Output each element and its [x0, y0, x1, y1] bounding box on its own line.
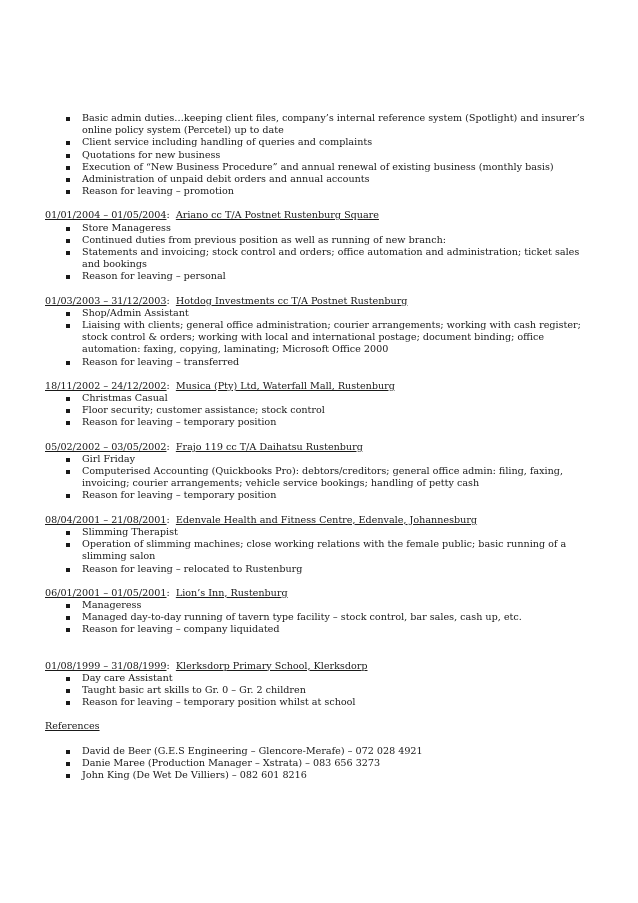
list-item: Store Manageress — [45, 223, 598, 235]
job-dates: 08/04/2001 – 21/08/2001 — [45, 514, 167, 526]
job-employer: Lion’s Inn, Rustenburg — [175, 587, 288, 599]
job-employer: Ariano cc T/A Postnet Rustenburg Square — [175, 210, 379, 222]
job-entry — [45, 381, 598, 430]
job-duties-list — [45, 673, 598, 710]
list-item: Statements and invoicing; stock control and orders; office automation and administration; ticket sales and bookings — [45, 247, 598, 271]
list-item: Liaising with clients; general office administration; courier arrangements; working with cash register; stock control & orders; working with local and international postage; document binding; office automation: faxing, copying, laminating; Microsoft Office 2000 — [45, 320, 598, 357]
job-dates: 01/03/2003 – 31/12/2003 — [45, 295, 167, 307]
job-entry — [45, 210, 598, 283]
list-item: Continued duties from previous position as well as running of new branch: — [45, 235, 598, 247]
job-duties-list — [45, 223, 598, 284]
job-entry — [45, 515, 598, 576]
list-item: Basic admin duties…keeping client files, company’s internal reference system (Spotlight) and insurer’s online policy system (Percetel) up to date — [45, 113, 598, 137]
list-item: Reason for leaving – promotion — [45, 186, 598, 198]
list-item: Reason for leaving – personal — [45, 271, 598, 283]
job-dates: 18/11/2002 – 24/12/2002 — [45, 380, 167, 392]
list-item: Operation of slimming machines; close working relations with the female public; basic running of a slimming salon — [45, 539, 598, 563]
list-item: Computerised Accounting (Quickbooks Pro): debtors/creditors; general office admin: filing, faxing, invoicing; courier arrangements; vehicle service bookings; handling of petty cash — [45, 466, 598, 490]
list-item: Slimming Therapist — [45, 527, 598, 539]
list-item: Reason for leaving – temporary position — [45, 490, 598, 502]
job-duties-list — [45, 454, 598, 503]
list-item: Reason for leaving – temporary position — [45, 417, 598, 429]
list-item: Taught basic art skills to Gr. 0 – Gr. 2 children — [45, 685, 598, 697]
job-employer: Frajo 119 cc T/A Daihatsu Rustenburg — [175, 441, 363, 453]
job-employer: Musica (Pty) Ltd, Waterfall Mall, Rustenburg — [175, 380, 395, 392]
list-item: Execution of “New Business Procedure” and annual renewal of existing business (monthly basis) — [45, 162, 598, 174]
reference-item: Danie Maree (Production Manager – Xstrata) – 083 656 3273 — [45, 758, 598, 770]
references-list — [45, 746, 598, 783]
intro-bullet-list — [45, 113, 598, 198]
job-heading: 06/01/2001 – 01/05/2001: Lion’s Inn, Rustenburg — [45, 587, 288, 599]
job-entry — [45, 442, 598, 503]
job-duties-list — [45, 393, 598, 430]
list-item: Reason for leaving – temporary position whilst at school — [45, 697, 598, 709]
job-employer: Hotdog Investments cc T/A Postnet Rustenburg — [175, 295, 408, 307]
list-item: Administration of unpaid debit orders and annual accounts — [45, 174, 598, 186]
job-heading: 05/02/2002 – 03/05/2002: Frajo 119 cc T/A Daihatsu Rustenburg — [45, 441, 363, 453]
job-duties-list — [45, 527, 598, 576]
job-duties-list — [45, 600, 598, 637]
job-dates: 01/08/1999 – 31/08/1999 — [45, 660, 167, 672]
job-duties-list — [45, 308, 598, 369]
list-item: Reason for leaving – company liquidated — [45, 624, 598, 636]
list-item: Managed day-to-day running of tavern type facility – stock control, bar sales, cash up, etc. — [45, 612, 598, 624]
list-item: Floor security; customer assistance; stock control — [45, 405, 598, 417]
reference-item: John King (De Wet De Villiers) – 082 601 8216 — [45, 770, 598, 782]
list-item: Reason for leaving – relocated to Rustenburg — [45, 564, 598, 576]
job-dates: 06/01/2001 – 01/05/2001 — [45, 587, 167, 599]
list-item: Manageress — [45, 600, 598, 612]
list-item: Shop/Admin Assistant — [45, 308, 598, 320]
list-item: Client service including handling of queries and complaints — [45, 137, 598, 149]
job-dates: 01/01/2004 – 01/05/2004 — [45, 210, 167, 222]
job-employer: Edenvale Health and Fitness Centre, Edenvale, Johannesburg — [175, 514, 478, 526]
list-item: Day care Assistant — [45, 673, 598, 685]
job-heading: 18/11/2002 – 24/12/2002: Musica (Pty) Ltd, Waterfall Mall, Rustenburg — [45, 380, 395, 392]
job-employer: Klerksdorp Primary School, Klerksdorp — [175, 660, 368, 672]
list-item: Reason for leaving – transferred — [45, 357, 598, 369]
job-heading: 01/01/2004 – 01/05/2004: Ariano cc T/A Postnet Rustenburg Square — [45, 210, 379, 222]
references-heading: References — [45, 721, 100, 733]
job-entry — [45, 588, 598, 637]
job-heading: 08/04/2001 – 21/08/2001: Edenvale Health and Fitness Centre, Edenvale, Johannesburg — [45, 514, 478, 526]
list-item: Quotations for new business — [45, 150, 598, 162]
job-entry — [45, 296, 598, 369]
reference-item: David de Beer (G.E.S Engineering – Glencore-Merafe) – 072 028 4921 — [45, 746, 598, 758]
list-item: Christmas Casual — [45, 393, 598, 405]
job-heading: 01/08/1999 – 31/08/1999: Klerksdorp Primary School, Klerksdorp — [45, 660, 368, 672]
job-heading: 01/03/2003 – 31/12/2003: Hotdog Investments cc T/A Postnet Rustenburg — [45, 295, 408, 307]
job-dates: 05/02/2002 – 03/05/2002 — [45, 441, 167, 453]
list-item: Girl Friday — [45, 454, 598, 466]
job-entry — [45, 661, 598, 710]
